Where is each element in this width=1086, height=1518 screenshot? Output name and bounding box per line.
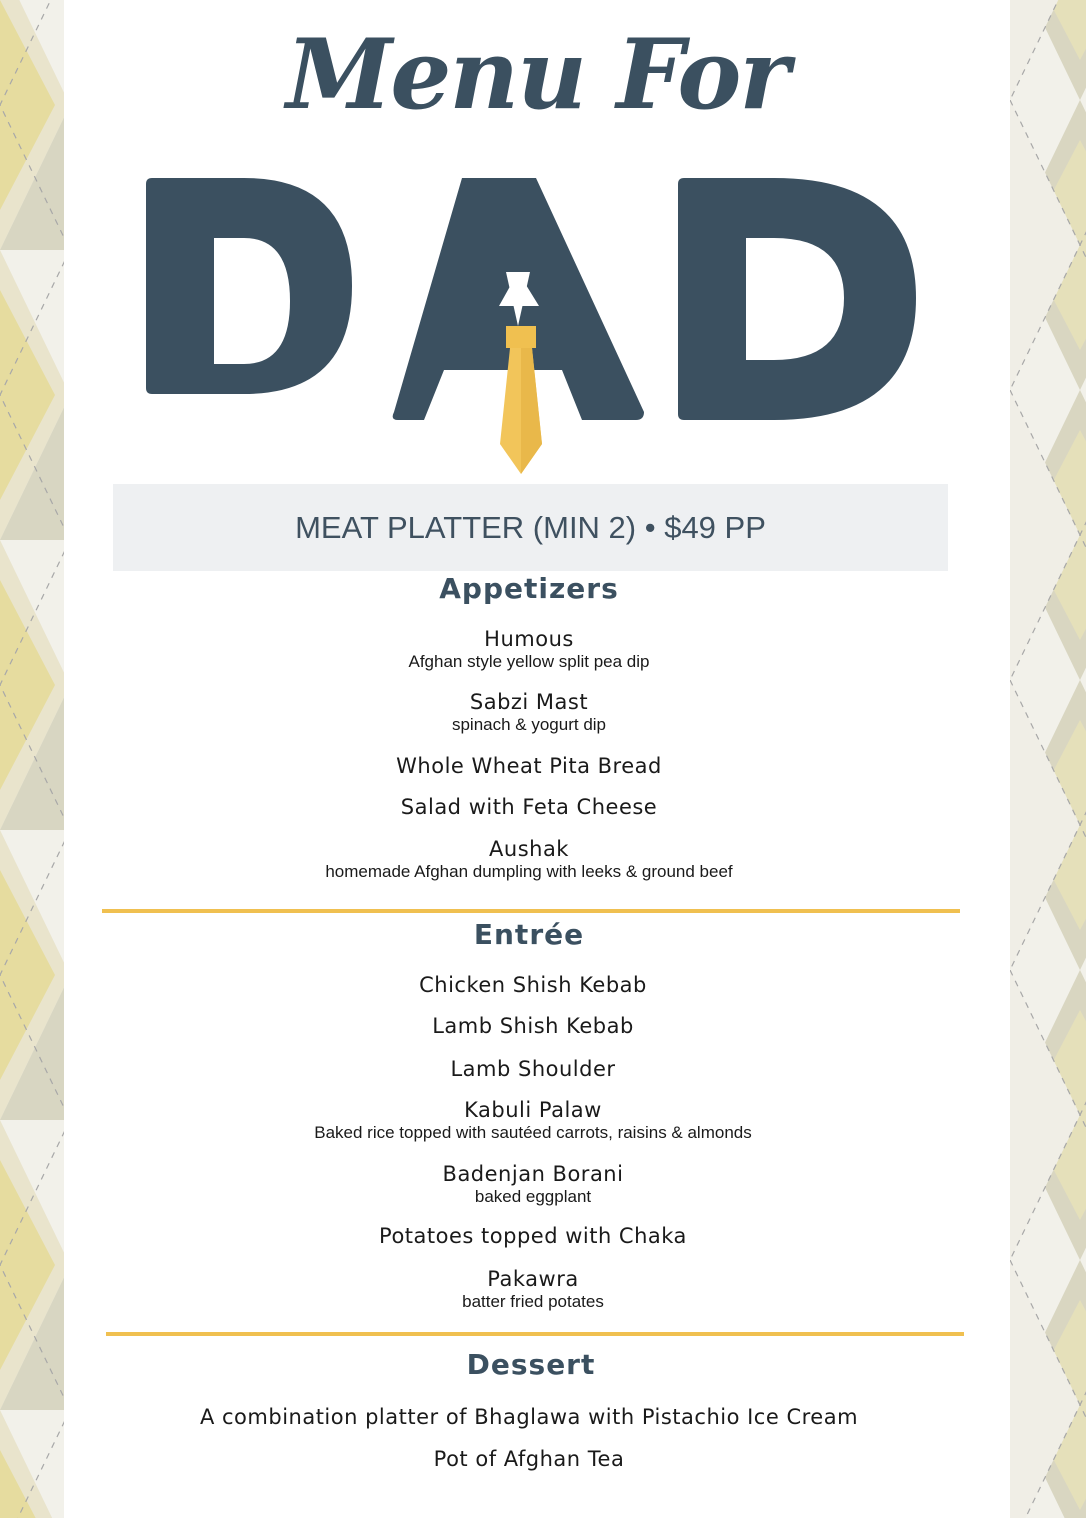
- menu-item: [64, 836, 994, 882]
- menu-item: [68, 1013, 998, 1039]
- section-title-entree: Entrée: [473, 918, 585, 951]
- menu-item-name: A combination platter of Bhaglawa with Pistachio Ice Cream: [199, 1405, 859, 1429]
- menu-item-name: Lamb Shish Kebab: [432, 1014, 634, 1038]
- divider: [102, 909, 960, 913]
- menu-item-name: Kabuli Palaw: [464, 1098, 602, 1122]
- menu-item-desc: Baked rice topped with sautéed carrots, raisins & almonds: [314, 1123, 752, 1142]
- menu-item-name: Aushak: [489, 837, 569, 861]
- menu-item-name: Sabzi Mast: [469, 690, 589, 714]
- menu-item: [68, 972, 998, 998]
- menu-item: [64, 1446, 994, 1472]
- menu-item-desc: batter fried potates: [462, 1292, 604, 1311]
- argyle-left-panel: [0, 0, 64, 1518]
- menu-item: [68, 1056, 998, 1082]
- menu-item-desc: baked eggplant: [474, 1187, 592, 1206]
- menu-item: [64, 753, 994, 779]
- title-menu-for: Menu For: [286, 18, 788, 131]
- menu-item: [68, 1223, 998, 1249]
- menu-item-name: Badenjan Borani: [442, 1162, 624, 1186]
- menu-item-desc: Afghan style yellow split pea dip: [408, 652, 650, 671]
- menu-item-name: Whole Wheat Pita Bread: [396, 754, 662, 778]
- necktie-icon: [144, 176, 924, 476]
- menu-item: [64, 689, 994, 735]
- menu-item: [68, 1097, 998, 1143]
- menu-card: [64, 0, 1010, 1518]
- section-title-dessert: Dessert: [466, 1348, 596, 1381]
- menu-item: [64, 626, 994, 672]
- price-banner: MEAT PLATTER (MIN 2) • $49 PP: [113, 484, 948, 571]
- menu-item-name: Potatoes topped with Chaka: [379, 1224, 687, 1248]
- menu-item-name: Lamb Shoulder: [450, 1057, 616, 1081]
- menu-item-name: Salad with Feta Cheese: [400, 795, 658, 819]
- section-title-appetizers: Appetizers: [439, 572, 619, 605]
- menu-item-name: Chicken Shish Kebab: [419, 973, 647, 997]
- menu-item: [68, 1161, 998, 1207]
- menu-item-name: Pot of Afghan Tea: [433, 1447, 625, 1471]
- menu-item-desc: spinach & yogurt dip: [451, 715, 607, 734]
- menu-item: [64, 794, 994, 820]
- divider: [106, 1332, 964, 1336]
- menu-item-name: Pakawra: [487, 1267, 579, 1291]
- menu-item: [68, 1266, 998, 1312]
- menu-item-desc: homemade Afghan dumpling with leeks & ground beef: [325, 862, 733, 881]
- argyle-right-panel: [1010, 0, 1086, 1518]
- menu-item: [64, 1404, 994, 1430]
- title-dad: [144, 176, 924, 476]
- menu-item-name: Humous: [484, 627, 574, 651]
